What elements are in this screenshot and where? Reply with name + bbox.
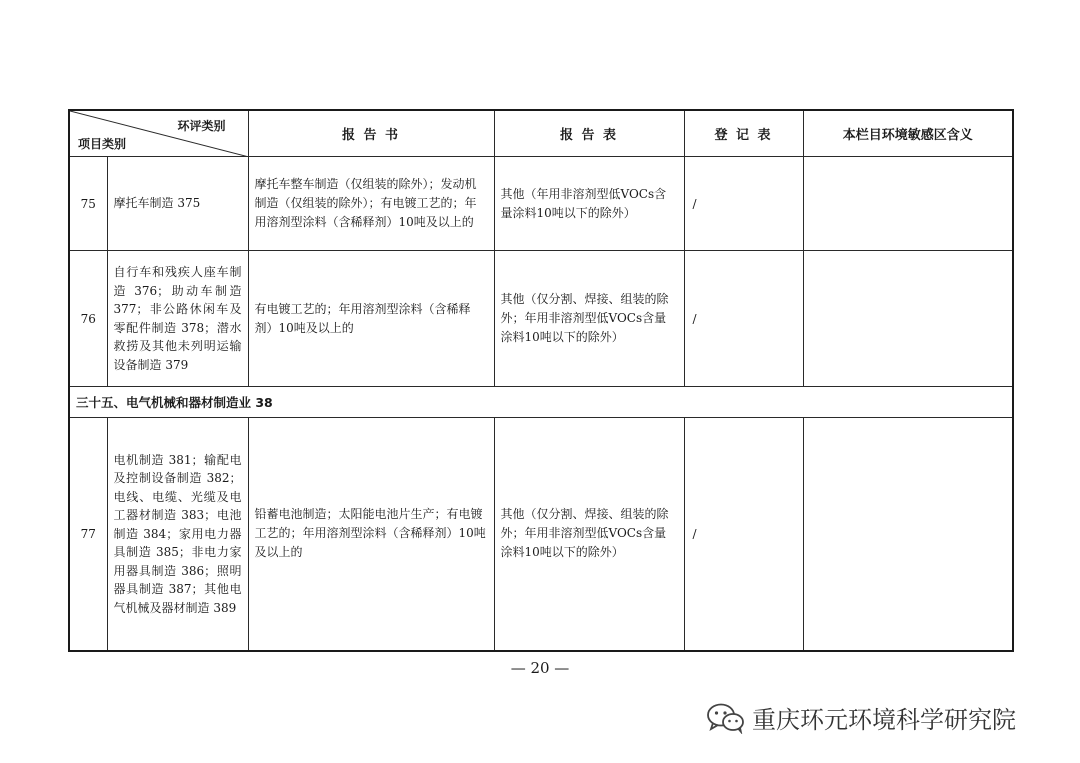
register-cell: / — [684, 251, 803, 387]
sensitive-area-cell — [803, 157, 1013, 251]
col-header-register: 登 记 表 — [684, 110, 803, 157]
row-number: 77 — [69, 418, 107, 651]
register-cell: / — [684, 418, 803, 651]
section-title: 三十五、电气机械和器材制造业 38 — [69, 387, 1013, 418]
report-book-cell: 有电镀工艺的；年用溶剂型涂料（含稀释剂）10吨及以上的 — [248, 251, 494, 387]
report-form-cell: 其他（仅分割、焊接、组装的除外；年用非溶剂型低VOCs含量涂料10吨以下的除外） — [494, 251, 684, 387]
table-row — [69, 251, 1013, 387]
watermark — [706, 700, 1016, 735]
diag-bottom-label: 项目类别 — [78, 137, 127, 151]
project-category: 摩托车制造 375 — [107, 157, 248, 251]
table-row — [69, 418, 1013, 651]
row-number: 76 — [69, 251, 107, 387]
register-cell: / — [684, 157, 803, 251]
header-row — [69, 110, 1013, 157]
row-number: 75 — [69, 157, 107, 251]
report-form-cell: 其他（年用非溶剂型低VOCs含量涂料10吨以下的除外） — [494, 157, 684, 251]
table-row — [69, 157, 1013, 251]
col-header-sensitive-area: 本栏目环境敏感区含义 — [803, 110, 1013, 157]
sensitive-area-cell — [803, 251, 1013, 387]
page-number: — 20 — — [510, 659, 570, 677]
sensitive-area-cell — [803, 418, 1013, 651]
diagonal-header-cell — [69, 110, 248, 157]
diag-top-label: 环评类别 — [177, 119, 226, 133]
wechat-icon — [706, 702, 746, 734]
project-category: 自行车和残疾人座车制造 376；助动车制造 377；非公路休闲车及零配件制造 378；潜水救捞及其他未列明运输设备制造 379 — [107, 251, 248, 387]
classification-table — [68, 109, 1014, 652]
watermark-text: 重庆环元环境科学研究院 — [752, 706, 1016, 734]
report-form-cell: 其他（仅分割、焊接、组装的除外；年用非溶剂型低VOCs含量涂料10吨以下的除外） — [494, 418, 684, 651]
report-book-cell: 铅蓄电池制造；太阳能电池片生产；有电镀工艺的；年用溶剂型涂料（含稀释剂）10吨及以上的 — [248, 418, 494, 651]
col-header-report-form: 报 告 表 — [494, 110, 684, 157]
report-book-cell: 摩托车整车制造（仅组装的除外）；发动机制造（仅组装的除外）；有电镀工艺的；年用溶剂型涂料（含稀释剂）10吨及以上的 — [248, 157, 494, 251]
section-row — [69, 387, 1013, 418]
col-header-report-book: 报 告 书 — [248, 110, 494, 157]
project-category: 电机制造 381；输配电及控制设备制造 382；电线、电缆、光缆及电工器材制造 383；电池制造 384；家用电力器具制造 385；非电力家用器具制造 386；照明器具制造 387；其他电气机械及器材制造 389 — [107, 418, 248, 651]
